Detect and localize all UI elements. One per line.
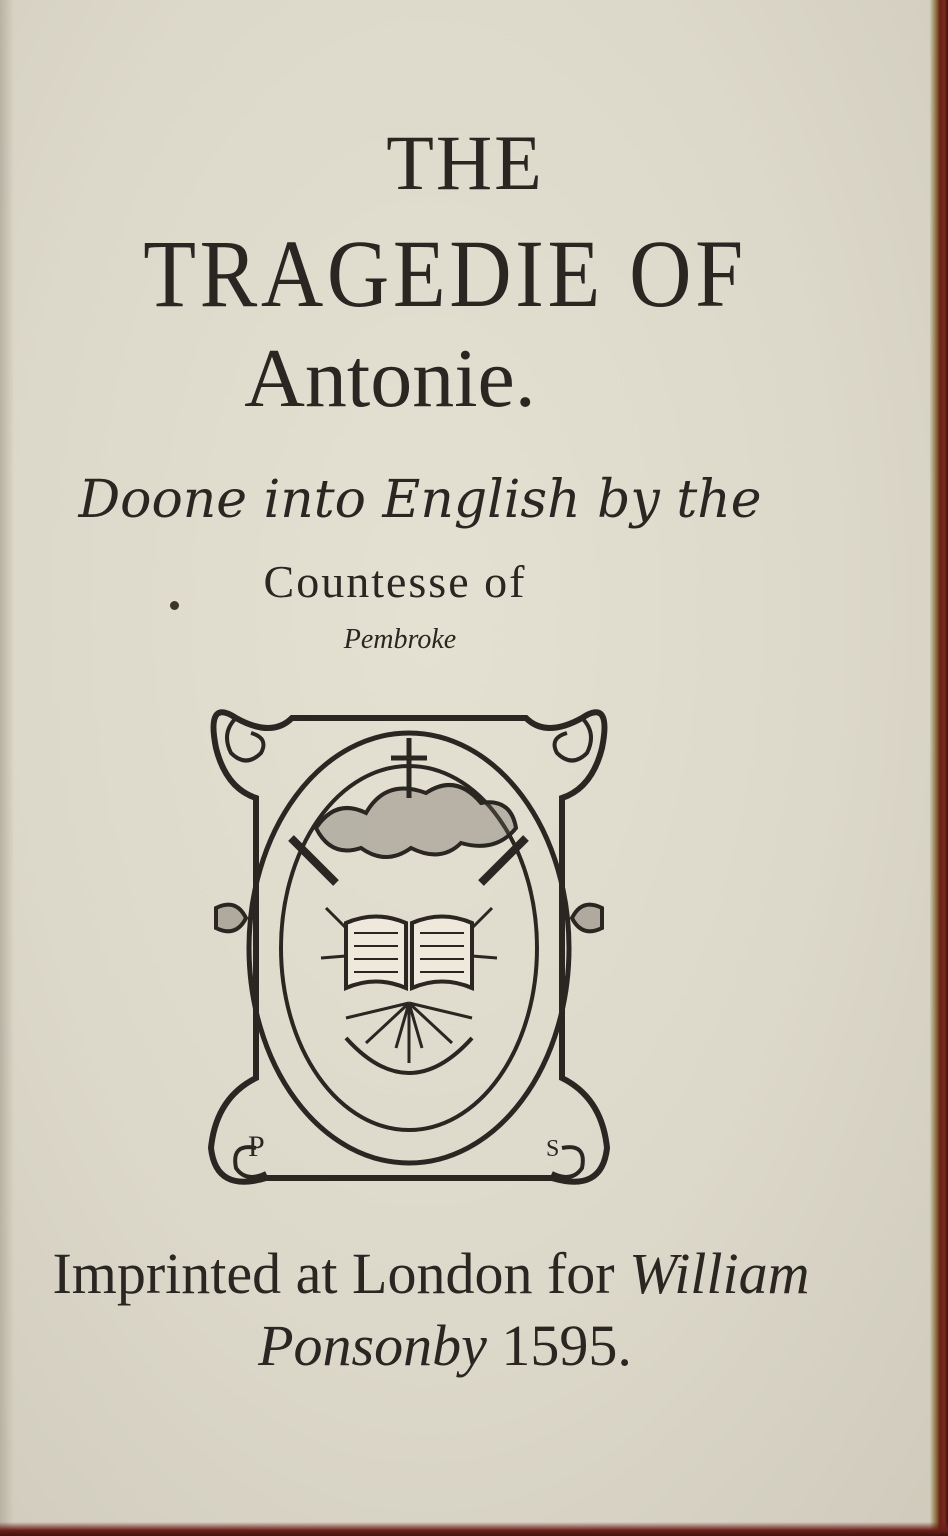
device-initial-right: S <box>546 1136 560 1162</box>
subtitle-doone: Doone into English by the <box>78 470 762 530</box>
imprint-publisher-last: Ponsonby <box>258 1313 487 1378</box>
bottom-edge <box>0 1522 948 1536</box>
title-line-the: THE <box>386 119 544 206</box>
title-line-tragedie: TRAGEDIE OF <box>143 220 747 327</box>
device-initial-left: P <box>248 1130 265 1163</box>
imprint-prefix: Imprinted at London for <box>52 1241 630 1306</box>
printers-device <box>196 678 622 1200</box>
subtitle-countesse: Countesse of <box>263 556 527 607</box>
imprint-year: 1595. <box>501 1313 632 1378</box>
imprint-publisher-first: William <box>629 1241 810 1306</box>
title-line-antonie: Antonie. <box>244 332 536 425</box>
ink-speck <box>170 601 179 610</box>
gilt-fore-edge <box>930 0 948 1536</box>
imprint-line <box>0 1240 862 1307</box>
subtitle-pembroke: Pembroke <box>343 624 457 655</box>
imprint-line-2 <box>0 1312 890 1379</box>
